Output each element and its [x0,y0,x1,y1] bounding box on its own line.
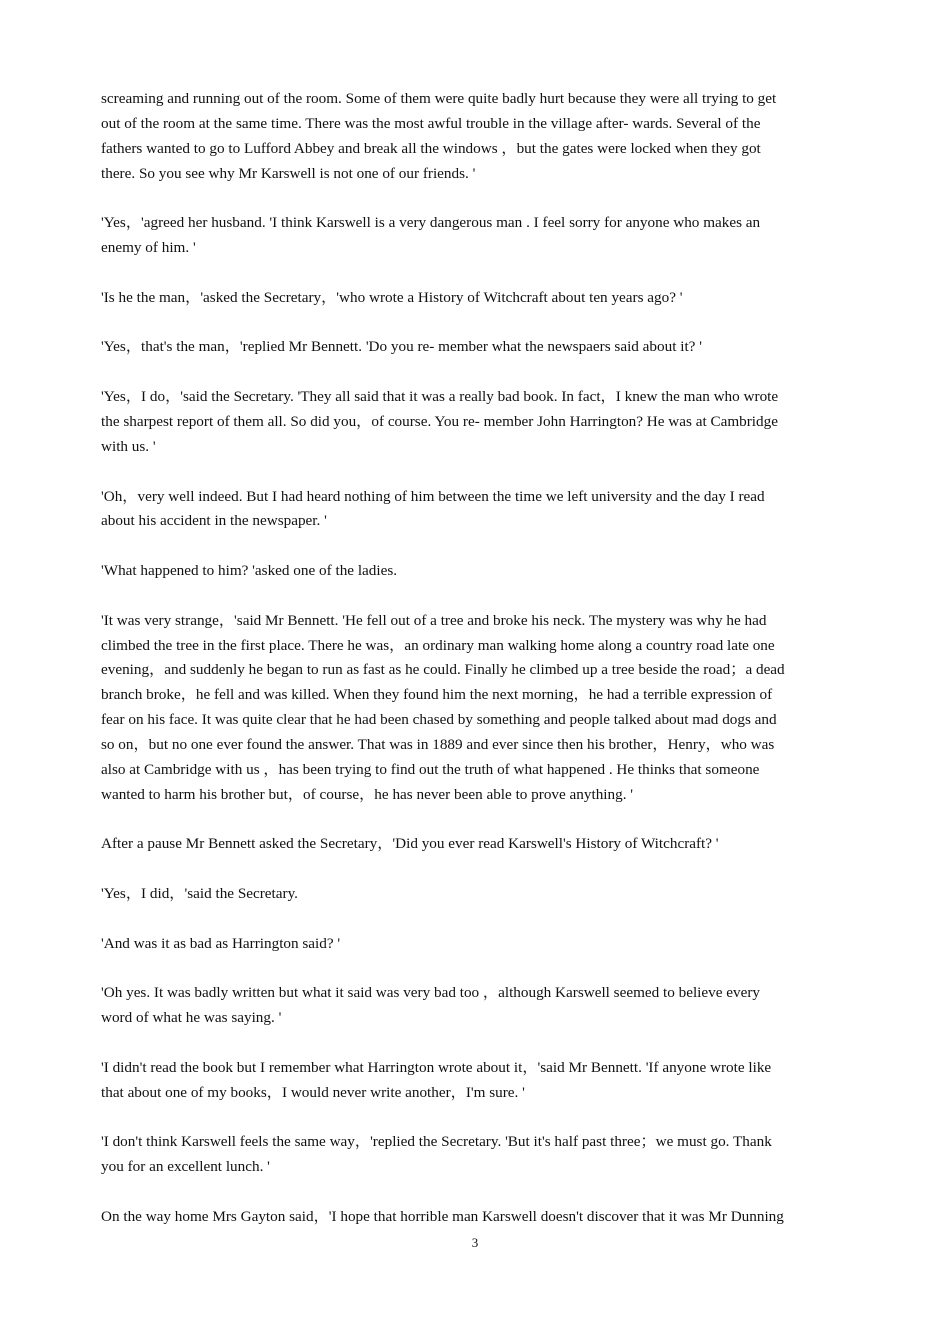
text-line: 'Yes，'agreed her husband. 'I think Karswell is a very dangerous man . I feel sorry for anyone who makes an [101,214,761,232]
text-line: 'Yes，I did，'said the Secretary. [101,885,298,902]
text-line: fathers wanted to go to Lufford Abbey and break all the windows ，but the gates were locked when they got [101,139,761,157]
text-line: 'I don't think Karswell feels the same way，'replied the Secretary. 'But it's half past three；we must go. Thank [101,1133,772,1151]
text-line: out of the room at the same time. There was the most awful trouble in the village after- wards. Several of the [101,114,761,132]
text-line: 'I didn't read the book but I remember what Harrington wrote about it，'said Mr Bennett. 'If anyone wrote like [101,1058,772,1076]
text-line: 'Yes，I do，'said the Secretary. 'They all said that it was a really bad book. In fact，I knew the man who wrote [101,388,779,406]
paragraph [101,882,853,907]
text-line: 'Is he the man，'asked the Secretary，'who wrote a History of Witchcraft about ten years ago? ' [101,288,683,306]
text-line: about his accident in the newspaper. ' [101,512,327,530]
text-line: enemy of him. ' [101,239,196,257]
text-line: After a pause Mr Bennett asked the Secretary，'Did you ever read Karswell's History of Witchcraft? ' [101,835,719,853]
text-line: 'It was very strange，'said Mr Bennett. 'He fell out of a tree and broke his neck. The mystery was why he had [101,611,767,629]
text-line: with us. ' [101,437,156,455]
text-line: On the way home Mrs Gayton said，'I hope that horrible man Karswell doesn't discover that it was Mr Dunning [101,1207,784,1225]
text-line: that about one of my books，I would never write another，I'm sure. ' [101,1083,525,1101]
text-line: evening，and suddenly he began to run as fast as he could. Finally he climbed up a tree beside the road；a dead [101,661,785,679]
text-line: screaming and running out of the room. Some of them were quite badly hurt because they were all trying to get [101,90,777,107]
paragraph [101,485,853,535]
paragraph [101,1205,853,1230]
text-line: 'And was it as bad as Harrington said? ' [101,934,341,952]
text-line: so on，but no one ever found the answer. That was in 1889 and ever since then his brother，Henry，who was [101,735,775,753]
text-line: word of what he was saying. ' [101,1009,282,1027]
paragraph [101,832,853,857]
text-line: there. So you see why Mr Karswell is not one of our friends. ' [101,164,476,182]
document-page [101,87,853,1255]
paragraph [101,1056,853,1106]
paragraph [101,87,853,186]
paragraph [101,335,853,360]
text-line: you for an excellent lunch. ' [101,1158,270,1176]
paragraph [101,1130,853,1180]
text-line: climbed the tree in the first place. There he was，an ordinary man walking home along a country road late one [101,636,775,654]
paragraph [101,981,853,1031]
text-line: 'Oh yes. It was badly written but what it said was very bad too ，although Karswell seemed to believe every [101,984,761,1002]
paragraph [101,286,853,311]
paragraph [101,559,853,584]
text-line: fear on his face. It was quite clear that he had been chased by something and people talked about mad dogs and [101,711,777,729]
text-line: 'Oh，very well indeed. But I had heard nothing of him between the time we left university and the day I read [101,487,765,505]
text-line: 'Yes，that's the man，'replied Mr Bennett. 'Do you re- member what the newspaers said about it? ' [101,338,702,356]
text-line: wanted to harm his brother but，of course，he has never been able to prove anything. ' [101,785,634,803]
paragraph [101,211,853,261]
paragraph [101,932,853,957]
paragraph [101,385,853,460]
text-line: also at Cambridge with us ，has been trying to find out the truth of what happened . He thinks that someone [101,760,760,778]
page-number: 3 [471,1235,479,1250]
text-line: the sharpest report of them all. So did you，of course. You re- member John Harrington? He was at Cambridge [101,412,778,430]
text-line: 'What happened to him? 'asked one of the ladies. [101,562,398,580]
paragraph [101,609,853,808]
text-line: branch broke，he fell and was killed. When they found him the next morning，he had a terrible expression of [101,686,773,704]
